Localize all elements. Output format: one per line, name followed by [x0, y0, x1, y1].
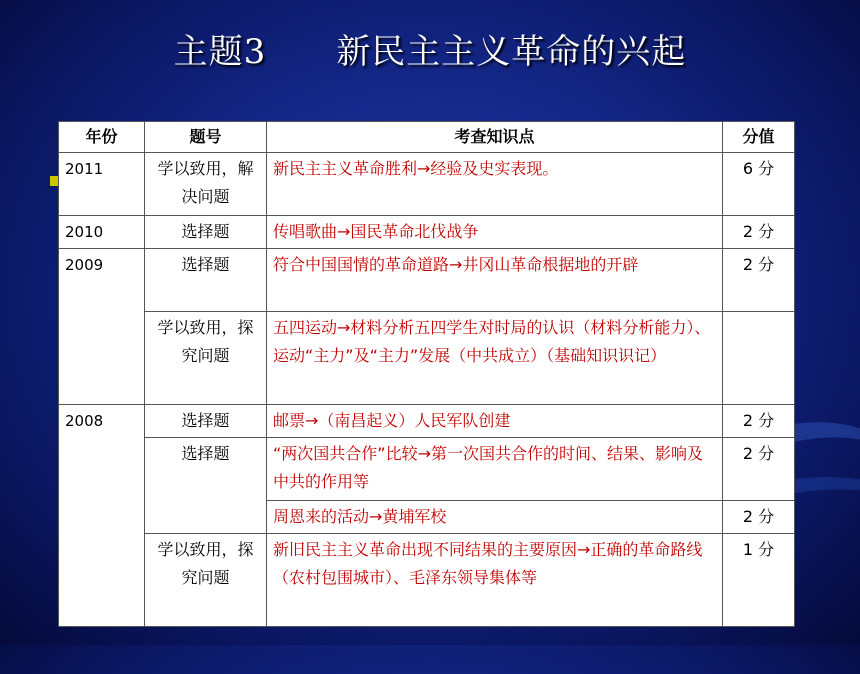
- question-cell: 选择题: [145, 437, 267, 533]
- score-cell: 2 分: [723, 437, 795, 500]
- slide-title: [0, 24, 860, 73]
- table-row: [59, 311, 795, 404]
- score-cell: 2 分: [723, 404, 795, 437]
- score-cell: 2 分: [723, 215, 795, 248]
- question-cell: 选择题: [145, 249, 267, 312]
- knowledge-cell: 新旧民主主义革命出现不同结果的主要原因→正确的革命路线（农村包围城市）、毛泽东领导集体等: [267, 533, 723, 626]
- year-cell: 2008: [59, 404, 145, 626]
- knowledge-cell: 周恩来的活动→黄埔军校: [267, 500, 723, 533]
- question-cell: 选择题: [145, 404, 267, 437]
- knowledge-cell: 五四运动→材料分析五四学生对时局的认识（材料分析能力）、运动“主力”及“主力”发展（中共成立）（基础知识识记）: [267, 311, 723, 404]
- question-cell: 学以致用，解决问题: [145, 153, 267, 216]
- score-cell: [723, 311, 795, 404]
- table-row: [59, 215, 795, 248]
- score-cell: 2 分: [723, 500, 795, 533]
- knowledge-cell: “两次国共合作”比较→第一次国共合作的时间、结果、影响及中共的作用等: [267, 437, 723, 500]
- table-header-row: [59, 122, 795, 153]
- table-row: [59, 533, 795, 626]
- header-question: 题号: [145, 122, 267, 153]
- table-row: [59, 153, 795, 216]
- question-cell: 学以致用，探究问题: [145, 311, 267, 404]
- knowledge-cell: 邮票→（南昌起义）人民军队创建: [267, 404, 723, 437]
- knowledge-cell: 传唱歌曲→国民革命北伐战争: [267, 215, 723, 248]
- question-cell: 学以致用，探究问题: [145, 533, 267, 626]
- header-score: 分值: [723, 122, 795, 153]
- knowledge-cell: 新民主主义革命胜利→经验及史实表现。: [267, 153, 723, 216]
- year-cell: 2011: [59, 153, 145, 216]
- score-cell: 2 分: [723, 249, 795, 312]
- knowledge-cell: 符合中国国情的革命道路→井冈山革命根据地的开辟: [267, 249, 723, 312]
- title-subject: 新民主主义革命的兴起: [336, 32, 687, 72]
- year-cell: 2010: [59, 215, 145, 248]
- header-knowledge: 考查知识点: [267, 122, 723, 153]
- header-year: 年份: [59, 122, 145, 153]
- table-row: [59, 404, 795, 437]
- table-row: [59, 437, 795, 500]
- table-row: [59, 249, 795, 312]
- title-topic: 主题3: [173, 32, 267, 72]
- question-cell: 选择题: [145, 215, 267, 248]
- year-cell: 2009: [59, 249, 145, 405]
- score-cell: 6 分: [723, 153, 795, 216]
- score-cell: 1 分: [723, 533, 795, 626]
- exam-table: [58, 121, 794, 627]
